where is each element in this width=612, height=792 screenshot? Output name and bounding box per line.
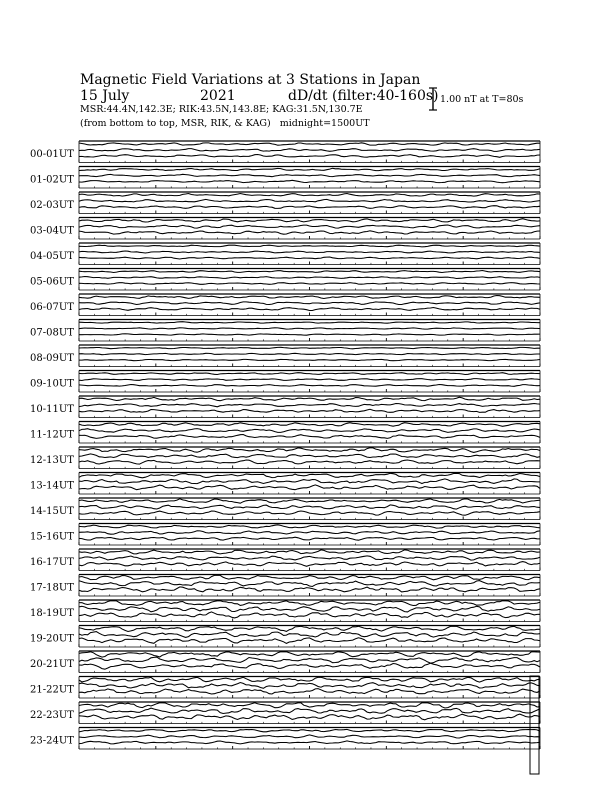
- panel-15-16UT: [30, 524, 540, 546]
- trace-RIK: [79, 606, 540, 612]
- panel-11-12UT: [30, 422, 540, 444]
- panel-label: 06-07UT: [30, 302, 74, 313]
- trace-MSR: [79, 689, 540, 694]
- trace-MSR: [79, 206, 540, 209]
- trace-KAG: [79, 271, 540, 273]
- trace-KAG: [79, 194, 540, 197]
- panel-label: 08-09UT: [30, 353, 74, 364]
- trace-RIK: [79, 277, 540, 279]
- panel-18-19UT: [30, 600, 540, 622]
- trace-KAG: [79, 373, 540, 375]
- panel-19-20UT: [30, 626, 540, 648]
- trace-KAG: [79, 729, 540, 732]
- panel-23-24UT: [30, 728, 540, 750]
- panel-label: 12-13UT: [30, 455, 74, 466]
- trace-KAG: [79, 525, 540, 528]
- trace-RIK: [79, 251, 540, 253]
- trace-RIK: [79, 149, 540, 152]
- trace-RIK: [79, 531, 540, 534]
- trace-KAG: [79, 703, 540, 708]
- trace-MSR: [79, 435, 540, 439]
- panel-label: 03-04UT: [30, 225, 74, 237]
- order-note: (from bottom to top, MSR, RIK, & KAG): [80, 118, 271, 129]
- trace-MSR: [79, 308, 540, 311]
- trace-MSR: [79, 511, 540, 515]
- panel-00-01UT: [30, 141, 540, 163]
- panel-label: 00-01UT: [30, 149, 74, 160]
- date-day-month: 15 July: [80, 88, 130, 104]
- trace-KAG: [79, 473, 540, 478]
- trace-KAG: [79, 550, 540, 554]
- panel-22-23UT: [30, 702, 540, 724]
- trace-RIK: [79, 632, 540, 638]
- panel-06-07UT: [30, 294, 540, 316]
- trace-MSR: [79, 587, 540, 592]
- panel-label: 16-17UT: [30, 557, 74, 568]
- panel-04-05UT: [30, 243, 540, 265]
- trace-MSR: [79, 180, 540, 182]
- panel-13-14UT: [30, 473, 540, 495]
- trace-MSR: [79, 485, 540, 490]
- trace-KAG: [79, 347, 540, 349]
- trace-RIK: [79, 379, 540, 381]
- trace-KAG: [79, 499, 540, 503]
- trace-RIK: [79, 225, 540, 228]
- trace-KAG: [79, 143, 540, 145]
- trace-KAG: [79, 245, 540, 247]
- panel-12-13UT: [30, 447, 540, 469]
- trace-KAG: [79, 322, 540, 324]
- panel-07-08UT: [30, 320, 540, 342]
- filter-label: (filter:40-160s): [332, 88, 439, 104]
- trace-MSR: [79, 283, 540, 285]
- trace-MSR: [79, 537, 540, 540]
- panel-label: 20-21UT: [30, 659, 74, 670]
- panel-09-10UT: [30, 371, 540, 393]
- panel-label: 04-05UT: [30, 251, 74, 262]
- trace-RIK: [79, 328, 540, 329]
- trace-RIK: [79, 353, 540, 354]
- panel-label: 07-08UT: [30, 327, 74, 339]
- trace-MSR: [79, 460, 540, 464]
- trace-RIK: [79, 657, 540, 663]
- trace-KAG: [79, 652, 540, 657]
- midnight-note: midnight=1500UT: [279, 118, 370, 129]
- panel-08-09UT: [30, 345, 540, 367]
- panel-03-04UT: [30, 218, 540, 240]
- panel-05-06UT: [30, 269, 540, 291]
- panel-16-17UT: [30, 549, 540, 571]
- panel-label: 17-18UT: [30, 582, 74, 594]
- trace-RIK: [79, 708, 540, 713]
- trace-MSR: [79, 562, 540, 567]
- trace-RIK: [79, 581, 540, 587]
- trace-KAG: [79, 296, 540, 299]
- panel-label: 09-10UT: [30, 378, 74, 390]
- panel-02-03UT: [30, 192, 540, 214]
- panel-label: 15-16UT: [30, 531, 74, 543]
- date-year: 2021: [200, 88, 236, 104]
- trace-KAG: [79, 626, 540, 631]
- trace-MSR: [79, 741, 540, 744]
- trace-MSR: [79, 714, 540, 720]
- panel-20-21UT: [30, 651, 540, 673]
- trace-MSR: [79, 359, 540, 360]
- trace-RIK: [79, 505, 540, 509]
- trace-RIK: [79, 429, 540, 433]
- trace-RIK: [79, 683, 540, 689]
- trace-KAG: [79, 575, 540, 580]
- panel-label: 23-24UT: [30, 735, 74, 747]
- trace-MSR: [79, 638, 540, 644]
- stations-line: MSR:44.4N,142.3E; RIK:43.5N,143.8E; KAG:31.5N,130.7E: [80, 104, 363, 115]
- trace-RIK: [79, 556, 540, 560]
- trace-MSR: [79, 612, 540, 618]
- panel-label: 10-11UT: [30, 404, 74, 415]
- trace-KAG: [79, 397, 540, 401]
- panel-label: 21-22UT: [30, 684, 74, 696]
- trace-RIK: [79, 735, 540, 738]
- trace-MSR: [79, 231, 540, 234]
- panel-label: 01-02UT: [30, 174, 74, 186]
- trace-KAG: [79, 168, 540, 170]
- panel-label: 11-12UT: [30, 429, 74, 441]
- scale-bar-label: 1.00 nT at T=80s: [440, 94, 524, 105]
- panel-label: 05-06UT: [30, 276, 74, 288]
- trace-MSR: [79, 334, 540, 335]
- panel-label: 13-14UT: [30, 480, 74, 492]
- panel-label: 22-23UT: [30, 710, 74, 721]
- trace-RIK: [79, 479, 540, 484]
- panel-21-22UT: [30, 677, 540, 699]
- trace-KAG: [79, 423, 540, 427]
- chart-title: Magnetic Field Variations at 3 Stations in Japan: [80, 72, 421, 88]
- trace-RIK: [79, 199, 540, 202]
- panel-label: 02-03UT: [30, 200, 74, 211]
- panel-label: 14-15UT: [30, 506, 74, 517]
- trace-RIK: [79, 404, 540, 407]
- panel-01-02UT: [30, 167, 540, 189]
- trace-RIK: [79, 174, 540, 176]
- panel-10-11UT: [30, 396, 540, 418]
- trace-MSR: [79, 663, 540, 669]
- panels-group: [30, 141, 540, 749]
- trace-KAG: [79, 448, 540, 453]
- trace-MSR: [79, 155, 540, 158]
- trace-KAG: [79, 601, 540, 606]
- panel-label: 18-19UT: [30, 608, 74, 619]
- trace-MSR: [79, 257, 540, 259]
- trace-KAG: [79, 677, 540, 682]
- panel-label: 19-20UT: [30, 633, 74, 645]
- trace-RIK: [79, 454, 540, 458]
- trace-MSR: [79, 385, 540, 387]
- trace-KAG: [79, 219, 540, 222]
- trace-MSR: [79, 409, 540, 412]
- panel-14-15UT: [30, 498, 540, 520]
- panel-17-18UT: [30, 575, 540, 597]
- trace-RIK: [79, 302, 540, 305]
- quantity-label: dD/dt: [288, 88, 328, 104]
